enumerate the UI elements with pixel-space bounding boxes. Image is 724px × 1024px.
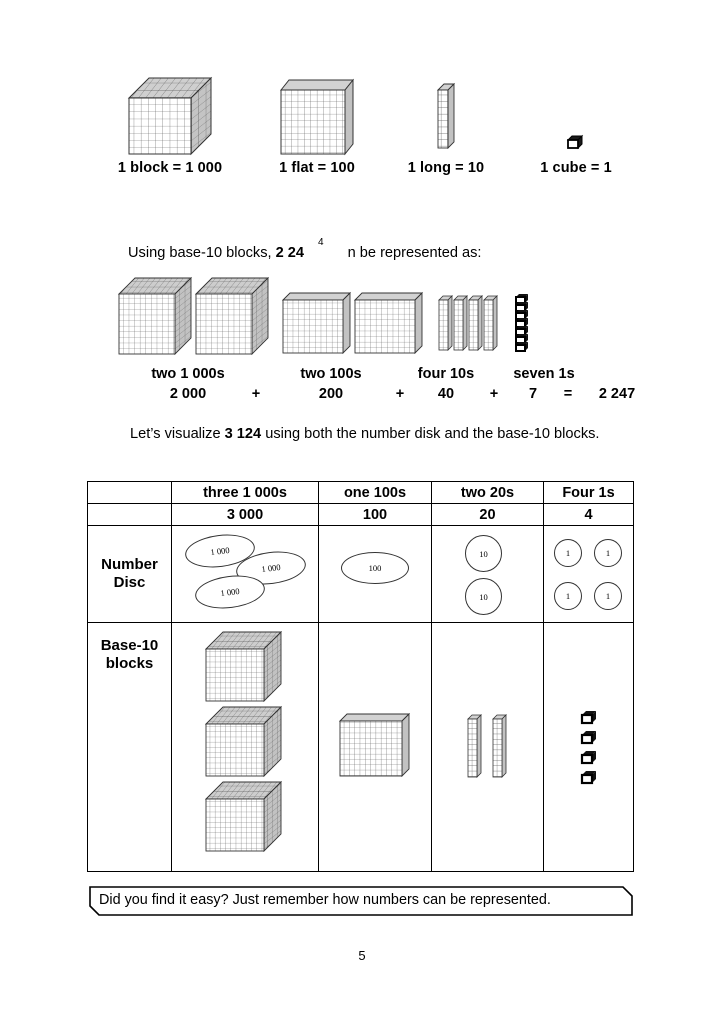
seven-unit-cubes-icon	[513, 276, 535, 360]
row-label-number-disc-line2: Disc	[113, 574, 146, 591]
decomp-plus-3: +	[489, 386, 499, 402]
header-value-tens: 20	[432, 504, 544, 526]
table-header-words-row	[88, 482, 634, 504]
row-label-number-disc-line1: Number	[101, 556, 158, 573]
disc-cell-thousands	[172, 526, 319, 623]
number-disc-1: 1	[554, 539, 582, 567]
three-thousand-blocks-icon	[205, 627, 285, 867]
visualize-paragraph	[86, 424, 646, 445]
number-disc-10: 10	[465, 578, 502, 615]
legend-item-flat	[262, 74, 372, 176]
base10-unit-cube-icon	[520, 74, 632, 156]
four-unit-cubes-icon	[577, 707, 601, 787]
number-disc-10: 10	[465, 535, 502, 572]
legend-label-block: 1 block = 1 000	[117, 160, 223, 176]
base10-flat-icon	[262, 74, 372, 156]
number-disc-1: 1	[594, 539, 622, 567]
header-words-hundreds: one 100s	[319, 482, 432, 504]
decomp-equals: =	[563, 386, 573, 402]
callout-text: Did you find it easy? Just remember how numbers can be represented.	[99, 892, 551, 908]
base10-legend-row	[0, 74, 724, 184]
base10-long-rod-icon	[394, 74, 498, 156]
number-disc-1000: 1 000	[193, 572, 266, 612]
header-words-thousands: three 1 000s	[172, 482, 319, 504]
using-prefix: Using base-10 blocks,	[128, 244, 276, 261]
using-base10-sentence	[128, 238, 481, 264]
two-hundred-flats-icon	[282, 276, 430, 360]
block-cell-hundreds	[319, 623, 432, 872]
row-label-base10-blocks-line1: Base-10	[100, 637, 159, 654]
decomp-value-thousands: 2 000	[169, 386, 207, 402]
table-row-number-disc	[88, 526, 634, 623]
using-suffix: n be represented as:	[347, 244, 482, 261]
header-value-blank	[88, 504, 172, 526]
number-disc-1: 1	[594, 582, 622, 610]
header-value-thousands: 3 000	[172, 504, 319, 526]
legend-label-flat: 1 flat = 100	[279, 160, 355, 176]
number-disc-100: 100	[341, 552, 409, 584]
disc-cell-hundreds	[319, 526, 432, 623]
header-words-ones: Four 1s	[544, 482, 634, 504]
row-label-number-disc	[88, 526, 172, 623]
disc-cell-ones	[544, 526, 634, 623]
number-disc-1: 1	[554, 582, 582, 610]
using-number: 2 24	[275, 244, 305, 261]
number-disc-1000: 1 000	[234, 548, 307, 588]
header-words-blank	[88, 482, 172, 504]
page-number: 5	[358, 948, 366, 963]
decomp-group-thousands	[118, 276, 278, 360]
legend-item-block	[108, 74, 232, 176]
decomp-words-hundreds: two 100s	[300, 366, 362, 382]
number-disc-1000: 1 000	[183, 531, 256, 571]
row-label-base10-blocks	[88, 623, 172, 872]
decomp-value-ones: 7	[528, 386, 538, 402]
header-value-ones: 4	[544, 504, 634, 526]
decomp-group-hundreds	[282, 276, 430, 360]
decomp-total: 2 247	[598, 386, 636, 402]
four-ten-longs-icon	[438, 276, 500, 360]
table-header-values-row	[88, 504, 634, 526]
decomp-words-tens: four 10s	[417, 366, 475, 382]
legend-label-cube: 1 cube = 1	[540, 160, 612, 176]
visualize-prefix: Let’s visualize	[130, 426, 225, 442]
decomp-words-thousands: two 1 000s	[151, 366, 225, 382]
block-cell-thousands	[172, 623, 319, 872]
visualize-suffix: using both the number disk and the base-10 blocks.	[261, 426, 600, 442]
visualization-table	[87, 481, 634, 872]
disc-cell-tens	[432, 526, 544, 623]
legend-label-long: 1 long = 10	[407, 160, 485, 176]
one-hundred-flat-icon	[339, 712, 411, 782]
visualize-number: 3 124	[224, 426, 262, 442]
decomp-words-ones: seven 1s	[513, 366, 575, 382]
decomposition-word-labels	[0, 366, 724, 386]
header-words-tens: two 20s	[432, 482, 544, 504]
row-label-base10-blocks-line2: blocks	[105, 655, 154, 672]
decomposition-blocks-row	[0, 270, 724, 360]
callout-banner	[89, 886, 633, 916]
table-row-base10-blocks	[88, 623, 634, 872]
block-cell-ones	[544, 623, 634, 872]
decomposition-number-sentence	[0, 386, 724, 406]
legend-item-long	[394, 74, 498, 176]
decomp-value-hundreds: 200	[318, 386, 344, 402]
using-superscript-glyph: 4	[318, 237, 324, 248]
decomp-group-tens	[438, 276, 500, 360]
base10-block-cube-icon	[108, 74, 232, 156]
legend-item-cube	[520, 74, 632, 176]
decomp-group-ones	[513, 276, 535, 360]
decomp-value-tens: 40	[437, 386, 455, 402]
two-thousand-blocks-icon	[118, 276, 278, 360]
two-ten-longs-icon	[464, 711, 512, 783]
decomp-plus-2: +	[395, 386, 405, 402]
decomp-plus-1: +	[251, 386, 261, 402]
block-cell-tens	[432, 623, 544, 872]
header-value-hundreds: 100	[319, 504, 432, 526]
